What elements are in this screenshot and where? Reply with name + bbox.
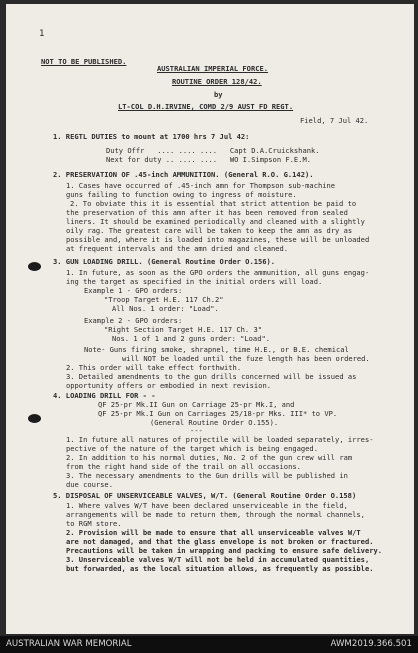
section-1-title: 1. REGTL DUTIES to mount at 1700 hrs 7 Jul 42: (53, 132, 250, 141)
section-3-line: opportunity offers or embodied in next revision. (66, 381, 271, 390)
section-3-line: 3. Detailed amendments to the gun drills concerned will be issued as (66, 372, 357, 381)
place-date: Field, 7 Jul 42. (300, 116, 369, 125)
section-5-line: Precautions will be taken in wrapping and packing to ensure safe delivery. (66, 546, 383, 555)
section-3-line: "Troop Target H.E. 117 Ch.2" (104, 295, 224, 304)
section-5-line: to RGM store. (66, 519, 122, 528)
commander: LT-COL D.H.IRVINE, COMD 2/9 AUST FD REGT. (118, 102, 294, 111)
footer-source: AUSTRALIAN WAR MEMORIAL (6, 639, 132, 649)
section-3-line: ing the target as specified in the initial orders will load. (66, 277, 323, 286)
section-1-line: Next for duty .. .... .... WO I.Simpson F.E.M. (106, 155, 311, 164)
section-3-line: Example 1 - GPO orders: (84, 286, 183, 295)
section-4-line: QF 25-pr Mk.II Gun on Carriage 25-pr Mk.I, and (98, 400, 295, 409)
section-1-line: Duty Offr .... .... .... Capt D.A.Cruickshank. (106, 146, 320, 155)
section-4-line: from the right hand side of the trail on all occasions. (66, 462, 301, 471)
section-3-line: will NOT be loaded until the fuze length has been ordered. (122, 354, 370, 363)
page-mark: 1 (39, 29, 45, 39)
section-5-line: are not damaged, and that the glass envelope is not broken or fractured. (66, 537, 374, 546)
section-2-line: possible and, where it is loaded into magazines, these will be unloaded (66, 235, 370, 244)
by-line: by (214, 90, 223, 99)
section-2-line: guns failing to function owing to ingress of moisture. (66, 190, 297, 199)
section-4-title: 4. LOADING DRILL FOR - - (53, 391, 156, 400)
section-2-line: 1. Cases have occurred of .45-inch amn for Thompson sub-machine (66, 181, 336, 190)
section-2-line: at frequent intervals and the amn dried and cleaned. (66, 244, 289, 253)
section-3-line: "Right Section Target H.E. 117 Ch. 3" (104, 325, 263, 334)
section-4-line: 2. In addition to his normal duties, No. 2 of the gun crew will ram (66, 453, 353, 462)
section-2-line: liners. It should be examined periodically and cleaned with a slightly (66, 217, 365, 226)
not-to-be-published: NOT TO BE PUBLISHED. (41, 57, 127, 66)
section-3-line: Example 2 - GPO orders: (84, 316, 183, 325)
footer-accession-number: AWM2019.366.501 (330, 639, 412, 649)
section-5-line: 3. Unserviceable valves W/T will not be held in accumulated quantities, (66, 555, 370, 564)
section-2-line: oily rag. The greatest care will be taken to keep the amn as dry as (66, 226, 353, 235)
force-title: AUSTRALIAN IMPERIAL FORCE. (157, 64, 269, 73)
section-3-line: Nos. 1 of 1 and 2 guns order: "Load". (112, 334, 271, 343)
section-5-line: but forwarded, as the local situation allows, as frequently as possible. (66, 564, 374, 573)
section-4-line: 1. In future all natures of projectile will be loaded separately, irres- (66, 435, 374, 444)
section-3-title: 3. GUN LOADING DRILL. (General Routine Order O.156). (53, 257, 276, 266)
document-page (6, 4, 414, 634)
section-3-line: Note- Guns firing smoke, shrapnel, time H.E., or B.E. chemical (84, 345, 349, 354)
section-4-line: --- (190, 426, 203, 435)
section-2-line: the preservation of this amn after it has been removed from sealed (66, 208, 348, 217)
section-4-line: pective of the nature of the target which is being engaged. (66, 444, 318, 453)
section-3-line: All Nos. 1 order: "Load". (112, 304, 219, 313)
section-4-line: due course. (66, 480, 113, 489)
section-5-line: 1. Where valves W/T have been declared unserviceable in the field, (66, 501, 348, 510)
punch-hole (28, 262, 41, 271)
section-4-line: QF 25-pr Mk.I Gun on Carriages 25/18-pr Mks. III* to VP. (98, 409, 338, 418)
order-number: ROUTINE ORDER 128/42. (172, 77, 262, 86)
section-2-line: 2. To obviate this it is essential that strict attention be paid to (70, 199, 357, 208)
section-2-title: 2. PRESERVATION OF .45-inch AMMUNITION. (General R.O. G.142). (53, 170, 314, 179)
section-4-line: 3. The necessary amendments to the Gun drills will be published in (66, 471, 348, 480)
punch-hole (28, 414, 41, 423)
archive-footer (0, 636, 418, 653)
section-3-line: 1. In future, as soon as the GPO orders the ammunition, all guns engag- (66, 268, 370, 277)
section-5-line: arrangements will be made to return them, through the normal channels, (66, 510, 365, 519)
section-3-line: 2. This order will take effect forthwith. (66, 363, 242, 372)
section-4-line: (General Routine Order O.155). (150, 418, 279, 427)
section-5-title: 5. DISPOSAL OF UNSERVICEABLE VALVES, W/T. (General Routine Order O.158) (53, 491, 357, 500)
section-5-line: 2. Provision will be made to ensure that all unserviceable valves W/T (66, 528, 361, 537)
